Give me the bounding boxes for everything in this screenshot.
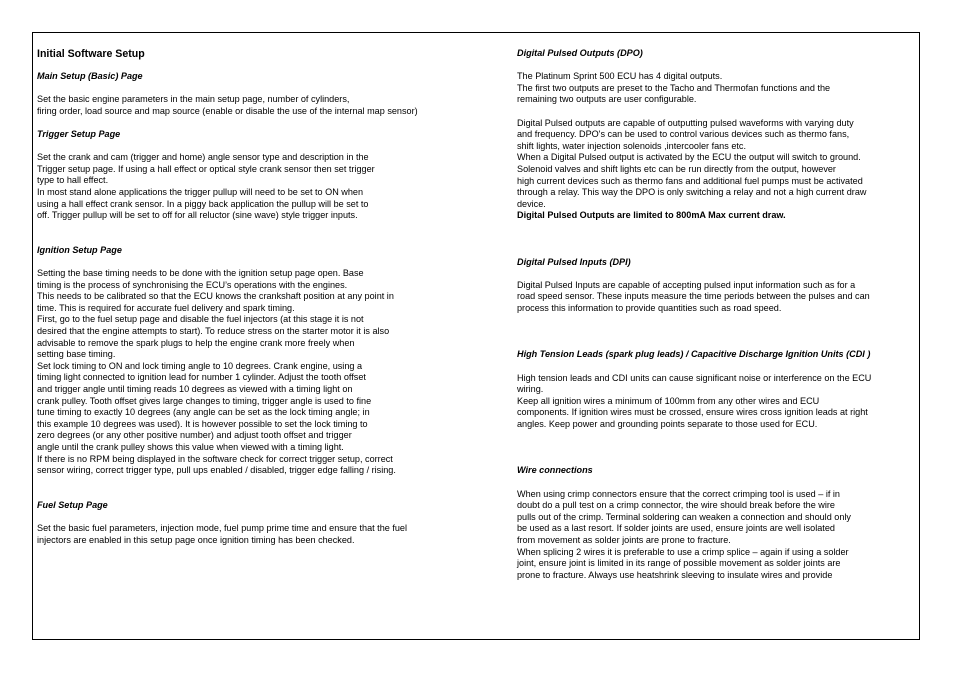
text-line: Set the basic engine parameters in the main setup page, number of cylinders,	[37, 94, 350, 105]
text-line: road speed sensor. These inputs measure the time periods between the pulses and can	[517, 291, 870, 302]
text-line: injectors are enabled in this setup page once ignition timing has been checked.	[37, 534, 355, 545]
ignition-setup-heading: Ignition Setup Page	[37, 244, 122, 255]
text-line: Solenoid valves and shift lights etc can be run directly from the output, however	[517, 163, 836, 174]
trigger-setup-heading: Trigger Setup Page	[37, 128, 121, 139]
right-column	[517, 48, 917, 581]
text-line: This needs to be calibrated so that the ECU knows the crankshaft position at any point in	[37, 291, 394, 302]
text-line: Set the crank and cam (trigger and home) angle sensor type and description in the	[37, 152, 369, 163]
text-line: Digital Pulsed Inputs are capable of accepting pulsed input information such as for a	[517, 279, 856, 290]
fuel-setup-heading: Fuel Setup Page	[37, 499, 108, 510]
text-line: If there is no RPM being displayed in the software check for correct trigger setup, correct	[37, 453, 393, 464]
text-line: doubt do a pull test on a crimp connector, the wire should break before the wire	[517, 500, 835, 511]
text-line: off. Trigger pullup will be set to off for all reluctor (sine wave) style trigger inputs.	[37, 210, 358, 221]
dpo-current-warning: Digital Pulsed Outputs are limited to 800mA Max current draw.	[517, 210, 786, 221]
text-line: angle until the crank pulley shows this value when viewed with a timing light.	[37, 442, 344, 452]
text-line: pulls out of the crimp. Terminal soldering can weaken a connection and should only	[517, 511, 851, 522]
text-line: Set the basic fuel parameters, injection mode, fuel pump prime time and ensure that the fuel	[37, 523, 408, 534]
ht-leads-text	[517, 373, 917, 431]
text-line: timing is the process of synchronising the ECU’s operations with the engines.	[37, 279, 348, 290]
text-line: When using crimp connectors ensure that the correct crimping tool is used – if in	[517, 488, 840, 499]
ignition-setup-text	[37, 268, 477, 477]
text-line: advisable to remove the spark plugs to help the engine crank more freely when	[37, 337, 355, 348]
text-line: components. If ignition wires must be crossed, ensure wires cross ignition leads at right	[517, 407, 868, 418]
text-line: be used as a last resort. If solder joints are used, ensure joints are well isolated	[517, 523, 835, 534]
text-line: sensor wiring, correct trigger type, pull ups enabled / disabled, trigger edge falling / rising.	[37, 465, 396, 476]
text-line: desired that the engine attempts to start). To reduce stress on the starter motor it is also	[37, 326, 390, 337]
text-line: Digital Pulsed outputs are capable of outputting pulsed waveforms with varying duty	[517, 117, 854, 128]
text-line: Keep all ignition wires a minimum of 100mm from any other wires and ECU	[517, 395, 820, 406]
text-line: wiring.	[517, 384, 544, 395]
text-line: time. This is required for accurate fuel delivery and spark timing.	[37, 302, 295, 313]
trigger-setup-text	[37, 152, 477, 222]
left-column	[37, 48, 477, 546]
text-line: In most stand alone applications the trigger pullup will need to be set to ON when	[37, 186, 364, 197]
text-line: firing order, load source and map source (enable or disable the use of the internal map sensor)	[37, 105, 418, 116]
text-line: type to hall effect.	[37, 175, 109, 186]
text-line: shift lights, water injection solenoids ,intercooler fans etc.	[517, 140, 746, 151]
text-line: When a Digital Pulsed output is activated by the ECU the output will switch to ground.	[517, 152, 861, 163]
text-line: using a hall effect crank sensor. In a piggy back application the pullup will be set to	[37, 198, 369, 209]
text-line: and frequency. DPO's can be used to control various devices such as thermo fans,	[517, 129, 850, 140]
dpo-heading: Digital Pulsed Outputs (DPO)	[517, 48, 643, 58]
wire-connections-heading: Wire connections	[517, 465, 593, 476]
main-setup-text	[37, 94, 477, 117]
text-line: remaining two outputs are user configurable.	[517, 94, 697, 105]
text-line: high current devices such as thermo fans and additional fuel pumps must be activated	[517, 175, 863, 186]
text-line: prone to fracture. Always use heatshrink sleeving to insulate wires and provide	[517, 569, 833, 580]
text-line: The first two outputs are preset to the Tacho and Thermofan functions and the	[517, 82, 831, 93]
text-line: Set lock timing to ON and lock timing angle to 10 degrees. Crank engine, using a	[37, 360, 363, 371]
text-line: When splicing 2 wires it is preferable to use a crimp splice – again if using a solder	[517, 546, 849, 557]
text-line: device.	[517, 198, 546, 209]
ht-leads-heading: High Tension Leads (spark plug leads) / Capacitive Discharge Ignition Units (CDI )	[517, 349, 871, 360]
text-line: setting base timing.	[37, 349, 116, 360]
text-line: timing light connected to ignition lead for number 1 cylinder. Adjust the tooth offset	[37, 372, 366, 383]
text-line: this example 10 degrees was used). It is however possible to set the lock timing to	[37, 418, 368, 429]
text-line: crank pulley. Tooth offset gives large changes to timing, trigger angle is used to fine	[37, 395, 372, 406]
text-line: through a relay. This way the DPO is only switching a relay and not a high current draw	[517, 187, 867, 198]
text-line: The Platinum Sprint 500 ECU has 4 digital outputs.	[517, 71, 723, 82]
dpi-text	[517, 280, 917, 315]
text-line: zero degrees (or any other positive number) and adjust tooth offset and trigger	[37, 430, 352, 441]
text-line: First, go to the fuel setup page and disable the fuel injectors (at this stage it is not	[37, 314, 364, 325]
text-line: process this information to provide quantities such as road speed.	[517, 303, 782, 314]
page-title: Initial Software Setup	[37, 48, 145, 60]
text-line: angles. Keep power and grounding points separate to those used for ECU.	[517, 419, 818, 430]
text-line: Setting the base timing needs to be done with the ignition setup page open. Base	[37, 268, 364, 279]
text-line: Trigger setup page. If using a hall effect or optical style crank sensor then set trigger	[37, 163, 375, 174]
text-line: High tension leads and CDI units can cause significant noise or interference on the ECU	[517, 372, 872, 383]
fuel-setup-text	[37, 523, 477, 546]
text-line: and trigger angle until timing reads 10 degrees as viewed with a timing light on	[37, 384, 353, 395]
dpi-heading: Digital Pulsed Inputs (DPI)	[517, 256, 631, 267]
text-line: tune timing to exactly 10 degrees (any angle can be set as the lock timing angle; in	[37, 407, 370, 418]
text-line: from movement as solder joints are prone to fracture.	[517, 534, 731, 545]
dpo-intro-text	[517, 71, 917, 106]
dpo-detail-text	[517, 118, 917, 211]
main-setup-heading: Main Setup (Basic) Page	[37, 71, 143, 81]
wire-connections-text	[517, 489, 917, 582]
text-line: joint, ensure joint is limited in its range of possible movement as solder joints are	[517, 558, 841, 569]
